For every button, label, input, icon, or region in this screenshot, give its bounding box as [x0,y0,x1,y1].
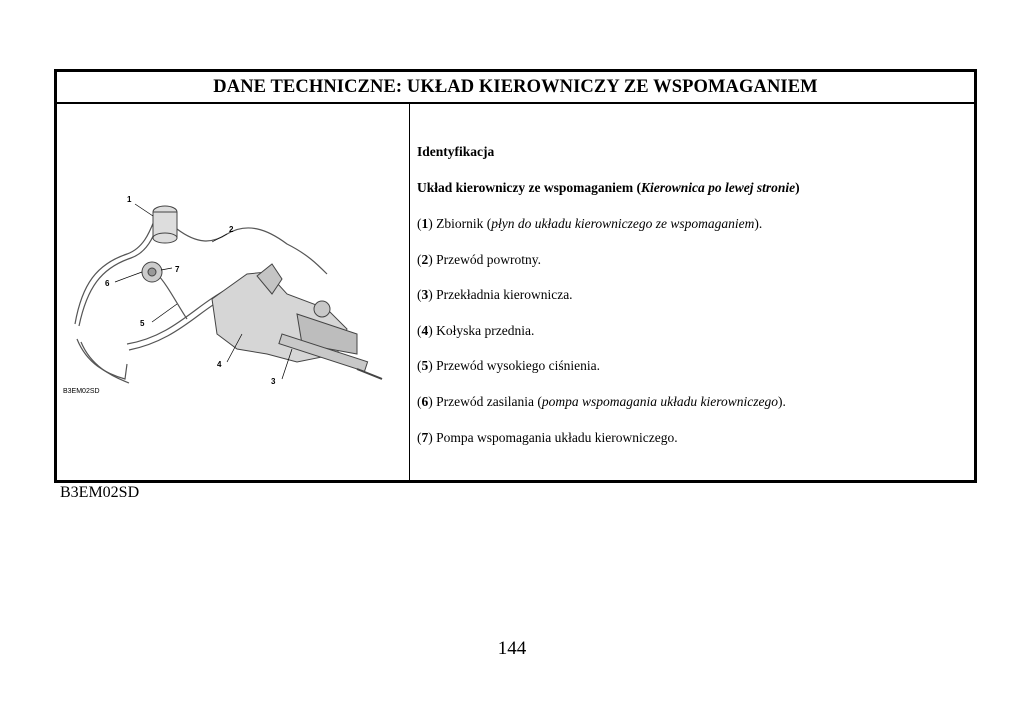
description-cell [411,104,974,480]
list-item: (3) Przekładnia kierownicza. [417,287,573,302]
subframe-drawing [212,264,357,362]
spec-table [54,69,977,483]
callout-4: 4 [217,360,222,369]
list-item: (7) Pompa wspomagania układu kierowniczego. [417,430,678,445]
illustration-cell [57,104,410,480]
list-item: (5) Przewód wysokiego ciśnienia. [417,358,600,373]
list-item: (4) Kołyska przednia. [417,323,535,338]
section-subheading: Układ kierowniczy ze wspomaganiem (Kierownica po lewej stronie) [417,180,800,195]
pump-drawing [142,262,162,282]
table-title: DANE TECHNICZNE: UKŁAD KIEROWNICZY ZE WSPOMAGANIEM [57,72,974,104]
list-item: (6) Przewód zasilania (pompa wspomagania układu kierowniczego). [417,394,786,409]
callout-1: 1 [127,195,132,204]
callout-6: 6 [105,279,110,288]
callout-7: 7 [175,265,180,274]
section-heading: Identyfikacja [417,144,495,159]
reservoir-drawing [153,206,177,243]
figure-caption: B3EM02SD [60,484,140,501]
steering-system-illustration [57,104,409,484]
page-number: 144 [497,638,527,659]
list-item: (1) Zbiornik (płyn do układu kierowniczego ze wspomaganiem). [417,216,763,231]
figure-code: B3EM02SD [63,388,100,395]
list-item: (2) Przewód powrotny. [417,252,541,267]
callout-5: 5 [140,319,145,328]
callout-2: 2 [229,225,234,234]
callout-3: 3 [271,377,276,386]
